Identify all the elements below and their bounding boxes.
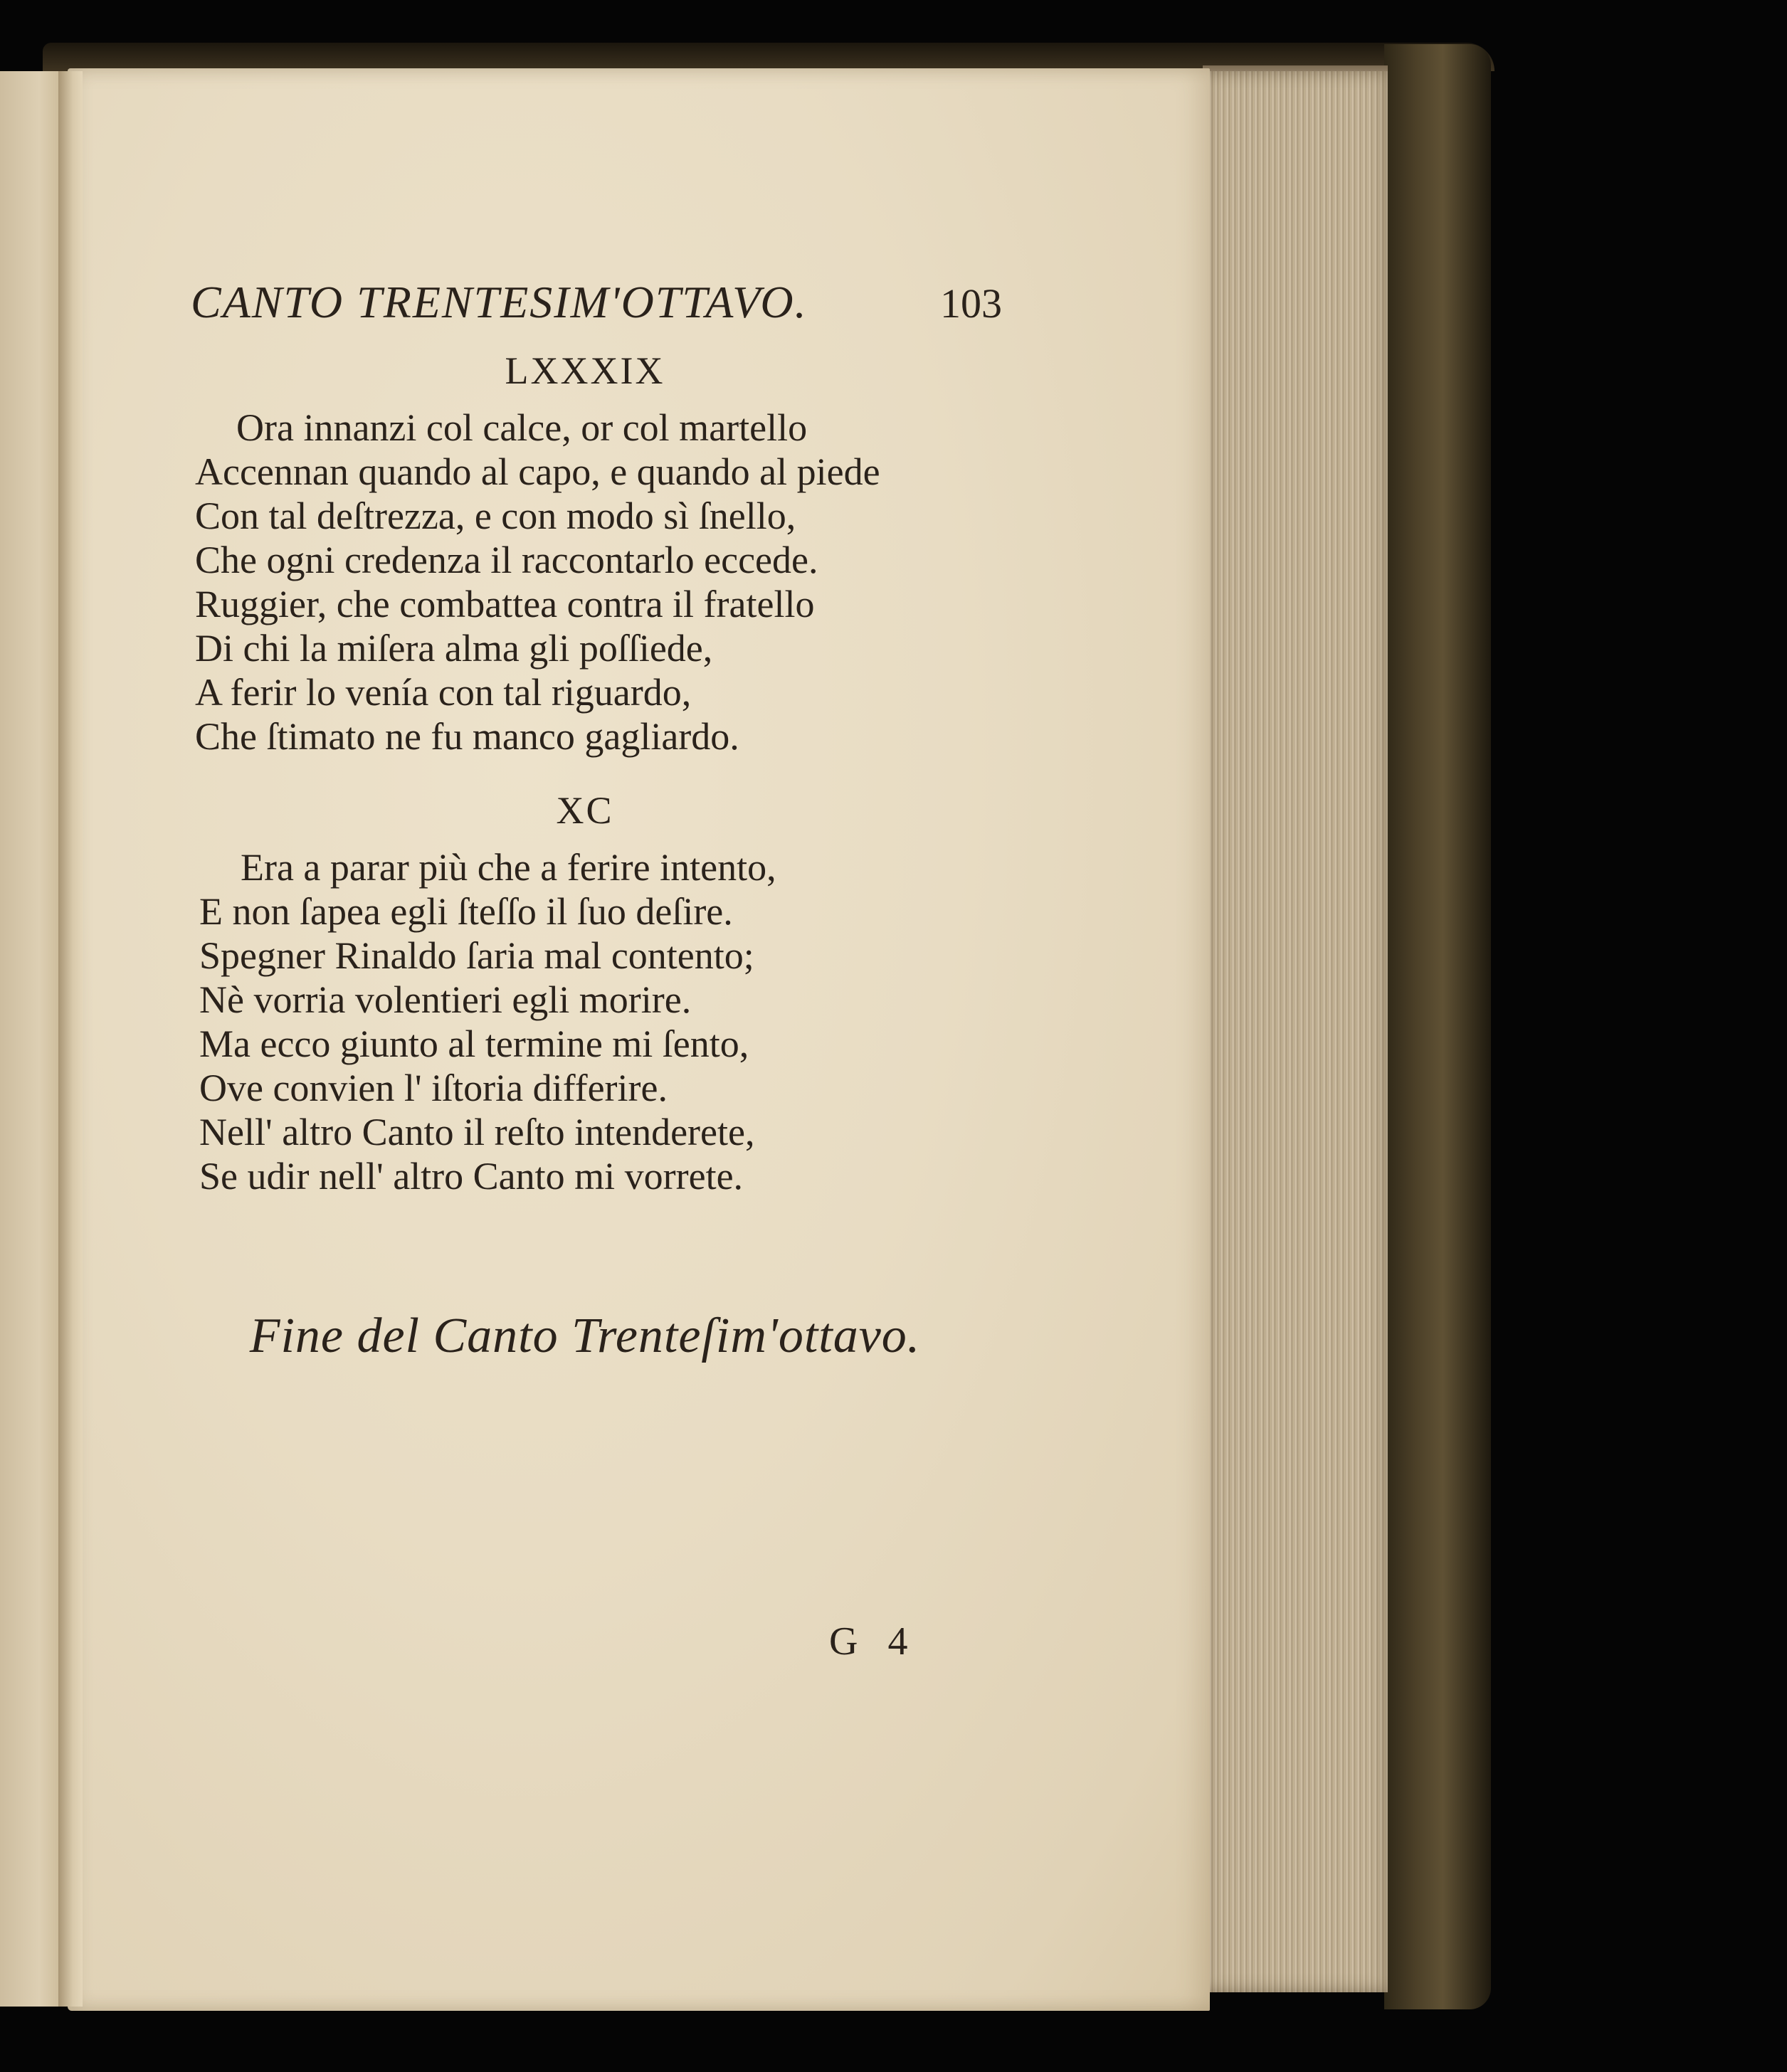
verse-line: Nell' altro Canto il reſto intenderete, [199, 1111, 755, 1153]
verse-line: Che ogni credenza il raccontarlo eccede. [195, 539, 818, 581]
leather-binding [1384, 44, 1491, 2009]
running-head [191, 276, 1002, 340]
signature-mark: G 4 [829, 1619, 918, 1664]
verse-line: Che ſtimato ne fu manco gagliardo. [195, 715, 739, 758]
stanza-numeral: LXXXIX [505, 349, 665, 392]
verse-line: Di chi la miſera alma gli poſſiede, [195, 627, 713, 670]
verse-line: Ora innanzi col calce, or col martello [236, 406, 808, 449]
verse-line: Con tal deſtrezza, e con modo sì ſnello, [195, 495, 796, 537]
verse-line: E non ſapea egli ſteſſo il ſuo deſire. [199, 890, 733, 933]
verse-line: Nè vorria volentieri egli morire. [199, 978, 692, 1021]
verse-line: Accennan quando al capo, e quando al piede [195, 450, 880, 493]
page-number: 103 [940, 280, 1002, 327]
running-title: CANTO TRENTESIM'OTTAVO. [191, 277, 808, 327]
page-fore-edge [1203, 71, 1388, 1992]
stanza-verses [199, 845, 776, 1198]
stanza-verses [195, 406, 880, 758]
stanza-numeral: XC [556, 789, 614, 832]
verse-line: Era a parar più che a ferire intento, [241, 846, 776, 889]
verse-line: A ferir lo venía con tal riguardo, [195, 671, 692, 714]
verse-line: Ma ecco giunto al termine mi ſento, [199, 1022, 749, 1065]
verse-line: Ruggier, che combattea contra il fratello [195, 583, 815, 625]
colophon: Fine del Canto Trenteſim'ottavo. [249, 1309, 921, 1363]
verse-line: Spegner Rinaldo ſaria mal contento; [199, 934, 754, 977]
verse-line: Ove convien l' iſtoria differire. [199, 1067, 668, 1109]
verse-line: Se udir nell' altro Canto mi vorrete. [199, 1155, 744, 1198]
